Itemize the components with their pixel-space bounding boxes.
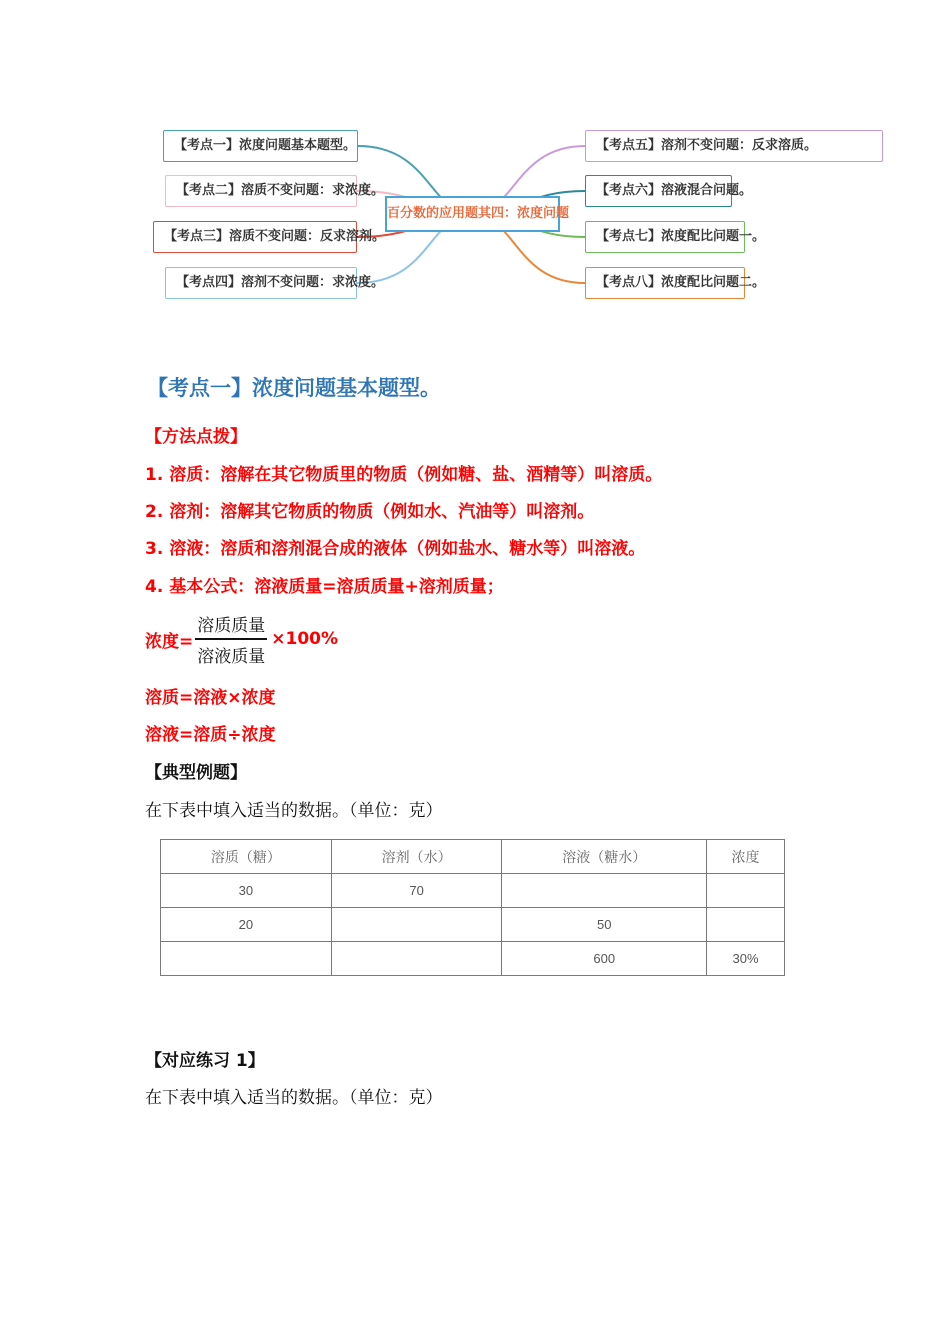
mind-map-node-7: 【考点七】浓度配比问题一。: [585, 221, 745, 253]
table-row: [161, 908, 785, 942]
method-line-1: 1. 溶质：溶解在其它物质里的物质（例如糖、盐、酒精等）叫溶质。: [145, 465, 663, 485]
example-table: [160, 839, 785, 976]
table-cell: 20: [161, 908, 332, 942]
table-header: 溶液（糖水）: [502, 840, 707, 874]
table-cell: 30: [161, 874, 332, 908]
table-cell: [707, 874, 785, 908]
table-cell: [502, 874, 707, 908]
method-line-3: 3. 溶液：溶质和溶剂混合成的液体（例如盐水、糖水等）叫溶液。: [145, 539, 646, 559]
mind-map-node-8: 【考点八】浓度配比问题二。: [585, 267, 745, 299]
method-line-2: 2. 溶剂：溶解其它物质的物质（例如水、汽油等）叫溶剂。: [145, 502, 595, 522]
table-header: 溶剂（水）: [331, 840, 502, 874]
table-header-row: [161, 840, 785, 874]
formula-fraction: [195, 611, 267, 667]
mind-map-node-3: 【考点三】溶质不变问题：反求溶剂。: [153, 221, 357, 253]
formula-solute: 溶质=溶液×浓度: [145, 688, 276, 708]
table-cell: [331, 942, 502, 976]
mind-map-center-node: 百分数的应用题其四：浓度问题: [385, 196, 560, 232]
fraction-bar: [195, 638, 267, 640]
formula-lhs: 浓度=: [145, 631, 194, 652]
mind-map-node-4: 【考点四】溶剂不变问题：求浓度。: [165, 267, 357, 299]
formula-numerator: 溶质质量: [197, 616, 266, 637]
table-cell: [331, 908, 502, 942]
mind-map: [0, 0, 950, 320]
table-header: 浓度: [707, 840, 785, 874]
method-heading: 【方法点拨】: [145, 427, 247, 447]
table-row: [161, 874, 785, 908]
section-title: 【考点一】浓度问题基本题型。: [147, 376, 441, 400]
table-cell: [161, 942, 332, 976]
practice-prompt: 在下表中填入适当的数据。（单位：克）: [145, 1088, 443, 1108]
example-prompt: 在下表中填入适当的数据。（单位：克）: [145, 801, 443, 821]
method-line-4: 4. 基本公式：溶液质量=溶质质量+溶剂质量；: [145, 577, 504, 597]
table-cell: 50: [502, 908, 707, 942]
example-heading: 【典型例题】: [145, 763, 247, 783]
practice-heading: 【对应练习 1】: [145, 1051, 265, 1071]
table-cell: 70: [331, 874, 502, 908]
formula-rhs: ×100%: [271, 629, 339, 649]
table-row: [161, 942, 785, 976]
formula-solution: 溶液=溶质÷浓度: [145, 725, 276, 745]
mind-map-node-6: 【考点六】溶液混合问题。: [585, 175, 732, 207]
table-cell: 600: [502, 942, 707, 976]
table-cell: 30%: [707, 942, 785, 976]
mind-map-node-5: 【考点五】溶剂不变问题：反求溶质。: [585, 130, 883, 162]
formula-denominator: 溶液质量: [197, 646, 266, 667]
table-header: 溶质（糖）: [161, 840, 332, 874]
table-cell: [707, 908, 785, 942]
mind-map-node-2: 【考点二】溶质不变问题：求浓度。: [165, 175, 357, 207]
concentration-formula: [145, 612, 338, 666]
mind-map-node-1: 【考点一】浓度问题基本题型。: [163, 130, 358, 162]
